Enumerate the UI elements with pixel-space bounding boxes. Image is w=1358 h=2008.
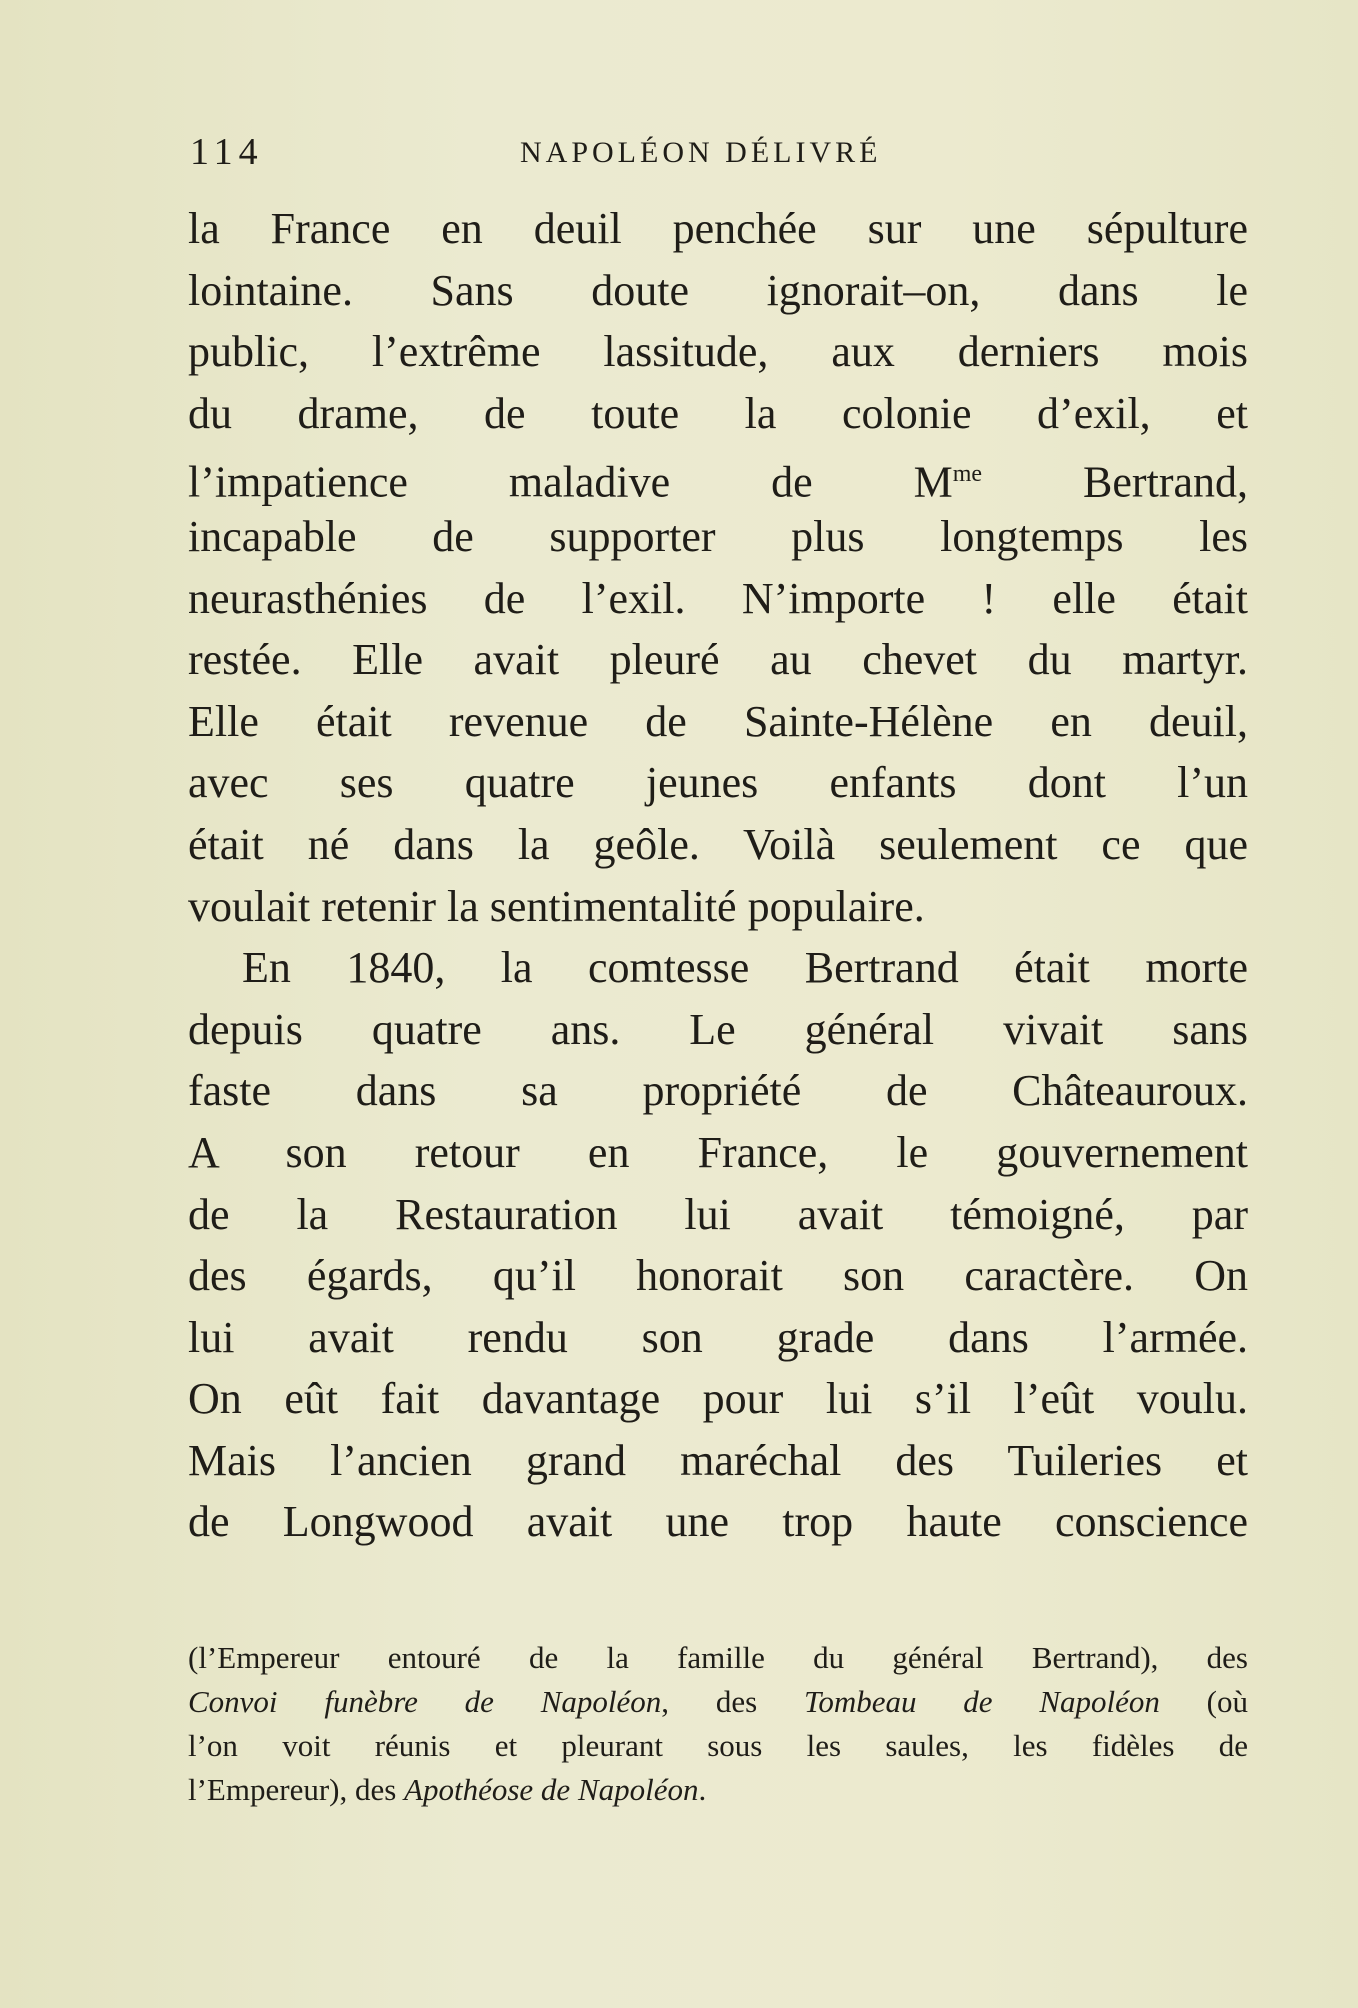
text-line: voulait retenir la sentimentalité populaire. [188,881,925,931]
text-line: depuis quatre ans. Le général vivait sans [188,1004,1248,1054]
text-line: la France en deuil penchée sur une sépulture [188,204,1248,253]
body-text [188,198,1248,1553]
page-header [190,130,1250,180]
page-number: 114 [190,131,264,173]
text-line: l’impatience maladive de $M^{me}$ Bertrand, [188,458,1248,508]
text-line: du drame, de toute la colonie d’exil, et [188,388,1248,438]
text-line: avec ses quatre jeunes enfants dont l’un [188,758,1248,808]
text-line: des égards, qu’il honorait son caractère. On [188,1251,1248,1301]
footnote-line: l’Empereur), des Apothéose de Napoléon. [188,1772,707,1807]
text-line: incapable de supporter plus longtemps les [188,511,1248,561]
text-line: Mais l’ancien grand maréchal des Tuileries et [188,1435,1248,1485]
text-line: de Longwood avait une trop haute conscience [188,1497,1248,1547]
footnote [188,1636,1248,1812]
text-line: lui avait rendu son grade dans l’armée. [188,1312,1248,1362]
text-line: lointaine. Sans doute ignorait–on, dans le [188,265,1248,315]
text-line: restée. Elle avait pleuré au chevet du martyr. [188,635,1248,685]
text-line: A son retour en France, le gouvernement [188,1127,1248,1177]
text-line: neurasthénies de l’exil. N’importe ! elle était [188,573,1248,623]
running-title: NAPOLÉON DÉLIVRÉ [520,136,882,169]
text-line: public, l’extrême lassitude, aux derniers mois [188,327,1248,377]
footnote-line: (l’Empereur entouré de la famille du général Bertrand), des [188,1640,1248,1675]
text-line: En 1840, la comtesse Bertrand était morte [242,943,1248,993]
text-line: de la Restauration lui avait témoigné, par [188,1189,1248,1239]
text-line: Elle était revenue de Sainte-Hélène en deuil, [188,696,1248,746]
text-line: On eût fait davantage pour lui s’il l’eût voulu. [188,1374,1248,1424]
text-line: était né dans la geôle. Voilà seulement ce que [188,819,1248,869]
text-line: faste dans sa propriété de Châteauroux. [188,1066,1248,1116]
superscript: me [952,461,983,488]
footnote-line: Convoi funèbre de Napoléon, des Tombeau de Napoléon (où [188,1684,1248,1719]
footnote-line: l’on voit réunis et pleurant sous les saules, les fidèles de [188,1728,1248,1763]
